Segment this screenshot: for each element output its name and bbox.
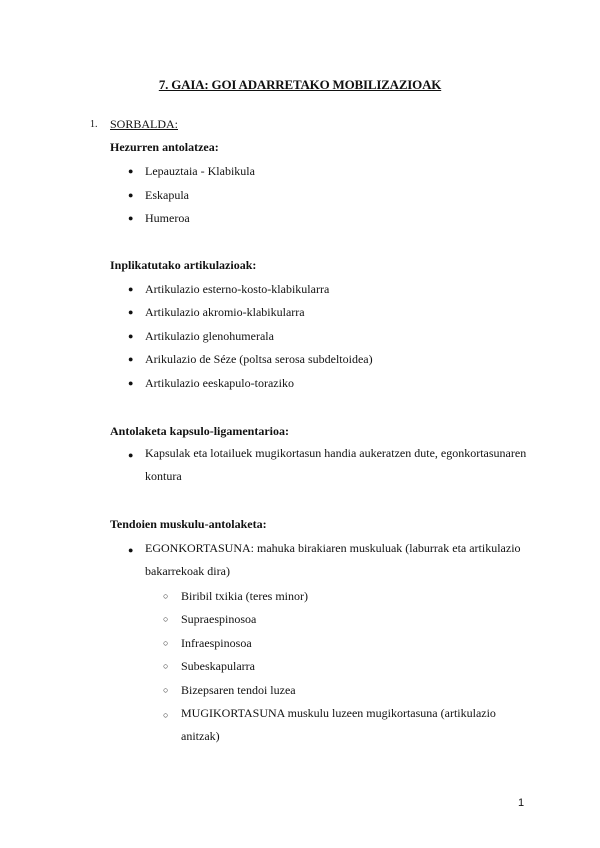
circle-bullet-icon: ○	[163, 614, 169, 624]
stability-line-2: bakarrekoak dira)	[145, 564, 230, 578]
capsule-line-2: kontura	[145, 469, 182, 483]
bullet-icon: ●	[128, 354, 134, 364]
bullet-icon: ●	[128, 545, 134, 555]
section-title: SORBALDA:	[110, 117, 179, 131]
bullet-icon: ●	[128, 450, 134, 460]
circle-bullet-icon: ○	[163, 685, 169, 695]
tendons-heading: Tendoien muskulu-antolaketa:	[110, 517, 267, 531]
list-item: Arikulazio de Séze (poltsa serosa subdeltoidea)	[145, 352, 373, 366]
stability-line-1: EGONKORTASUNA: mahuka birakiaren muskuluak (laburrak eta artikulazio	[145, 541, 521, 555]
bullet-icon: ●	[128, 284, 134, 294]
list-item: Artikulazio esterno-kosto-klabikularra	[145, 282, 330, 296]
sub-list-item: Biribil txikia (teres minor)	[181, 589, 308, 603]
bullet-icon: ●	[128, 166, 134, 176]
joints-heading: Inplikatutako artikulazioak:	[110, 258, 257, 272]
bullet-icon: ●	[128, 331, 134, 341]
circle-bullet-icon: ○	[163, 591, 169, 601]
list-item: Eskapula	[145, 188, 189, 202]
mobility-line-1: MUGIKORTASUNA muskulu luzeen mugikortasuna (artikulazio	[181, 706, 496, 720]
bullet-icon: ●	[128, 378, 134, 388]
sub-list-item: Supraespinosoa	[181, 612, 257, 626]
list-item: Artikulazio eeskapulo-toraziko	[145, 376, 294, 390]
mobility-line-2: anitzak)	[181, 729, 220, 743]
sub-list-item: Subeskapularra	[181, 659, 255, 673]
sub-list-item: Infraespinosoa	[181, 636, 252, 650]
list-item: Artikulazio akromio-klabikularra	[145, 305, 305, 319]
bullet-icon: ●	[128, 190, 134, 200]
list-item: Artikulazio glenohumerala	[145, 329, 274, 343]
circle-bullet-icon: ○	[163, 710, 169, 720]
capsule-line-1: Kapsulak eta lotailuek mugikortasun handia aukeratzen dute, egonkortasunaren	[145, 446, 527, 460]
list-item: Humeroa	[145, 211, 190, 225]
capsule-heading: Antolaketa kapsulo-ligamentarioa:	[110, 424, 290, 438]
section-number: 1.	[90, 119, 98, 130]
page-number: 1	[518, 797, 525, 809]
sub-list-item: Bizepsaren tendoi luzea	[181, 683, 296, 697]
mobility-paragraph	[181, 702, 528, 748]
capsule-paragraph	[145, 442, 528, 488]
bullet-icon: ●	[128, 213, 134, 223]
document-title	[0, 77, 600, 93]
circle-bullet-icon: ○	[163, 661, 169, 671]
circle-bullet-icon: ○	[163, 638, 169, 648]
bullet-icon: ●	[128, 307, 134, 317]
document-title-text: 7. GAIA: GOI ADARRETAKO MOBILIZAZIOAK	[158, 77, 442, 92]
bones-heading: Hezurren antolatzea:	[110, 140, 219, 154]
stability-paragraph	[145, 537, 528, 583]
list-item: Lepauztaia - Klabikula	[145, 164, 255, 178]
